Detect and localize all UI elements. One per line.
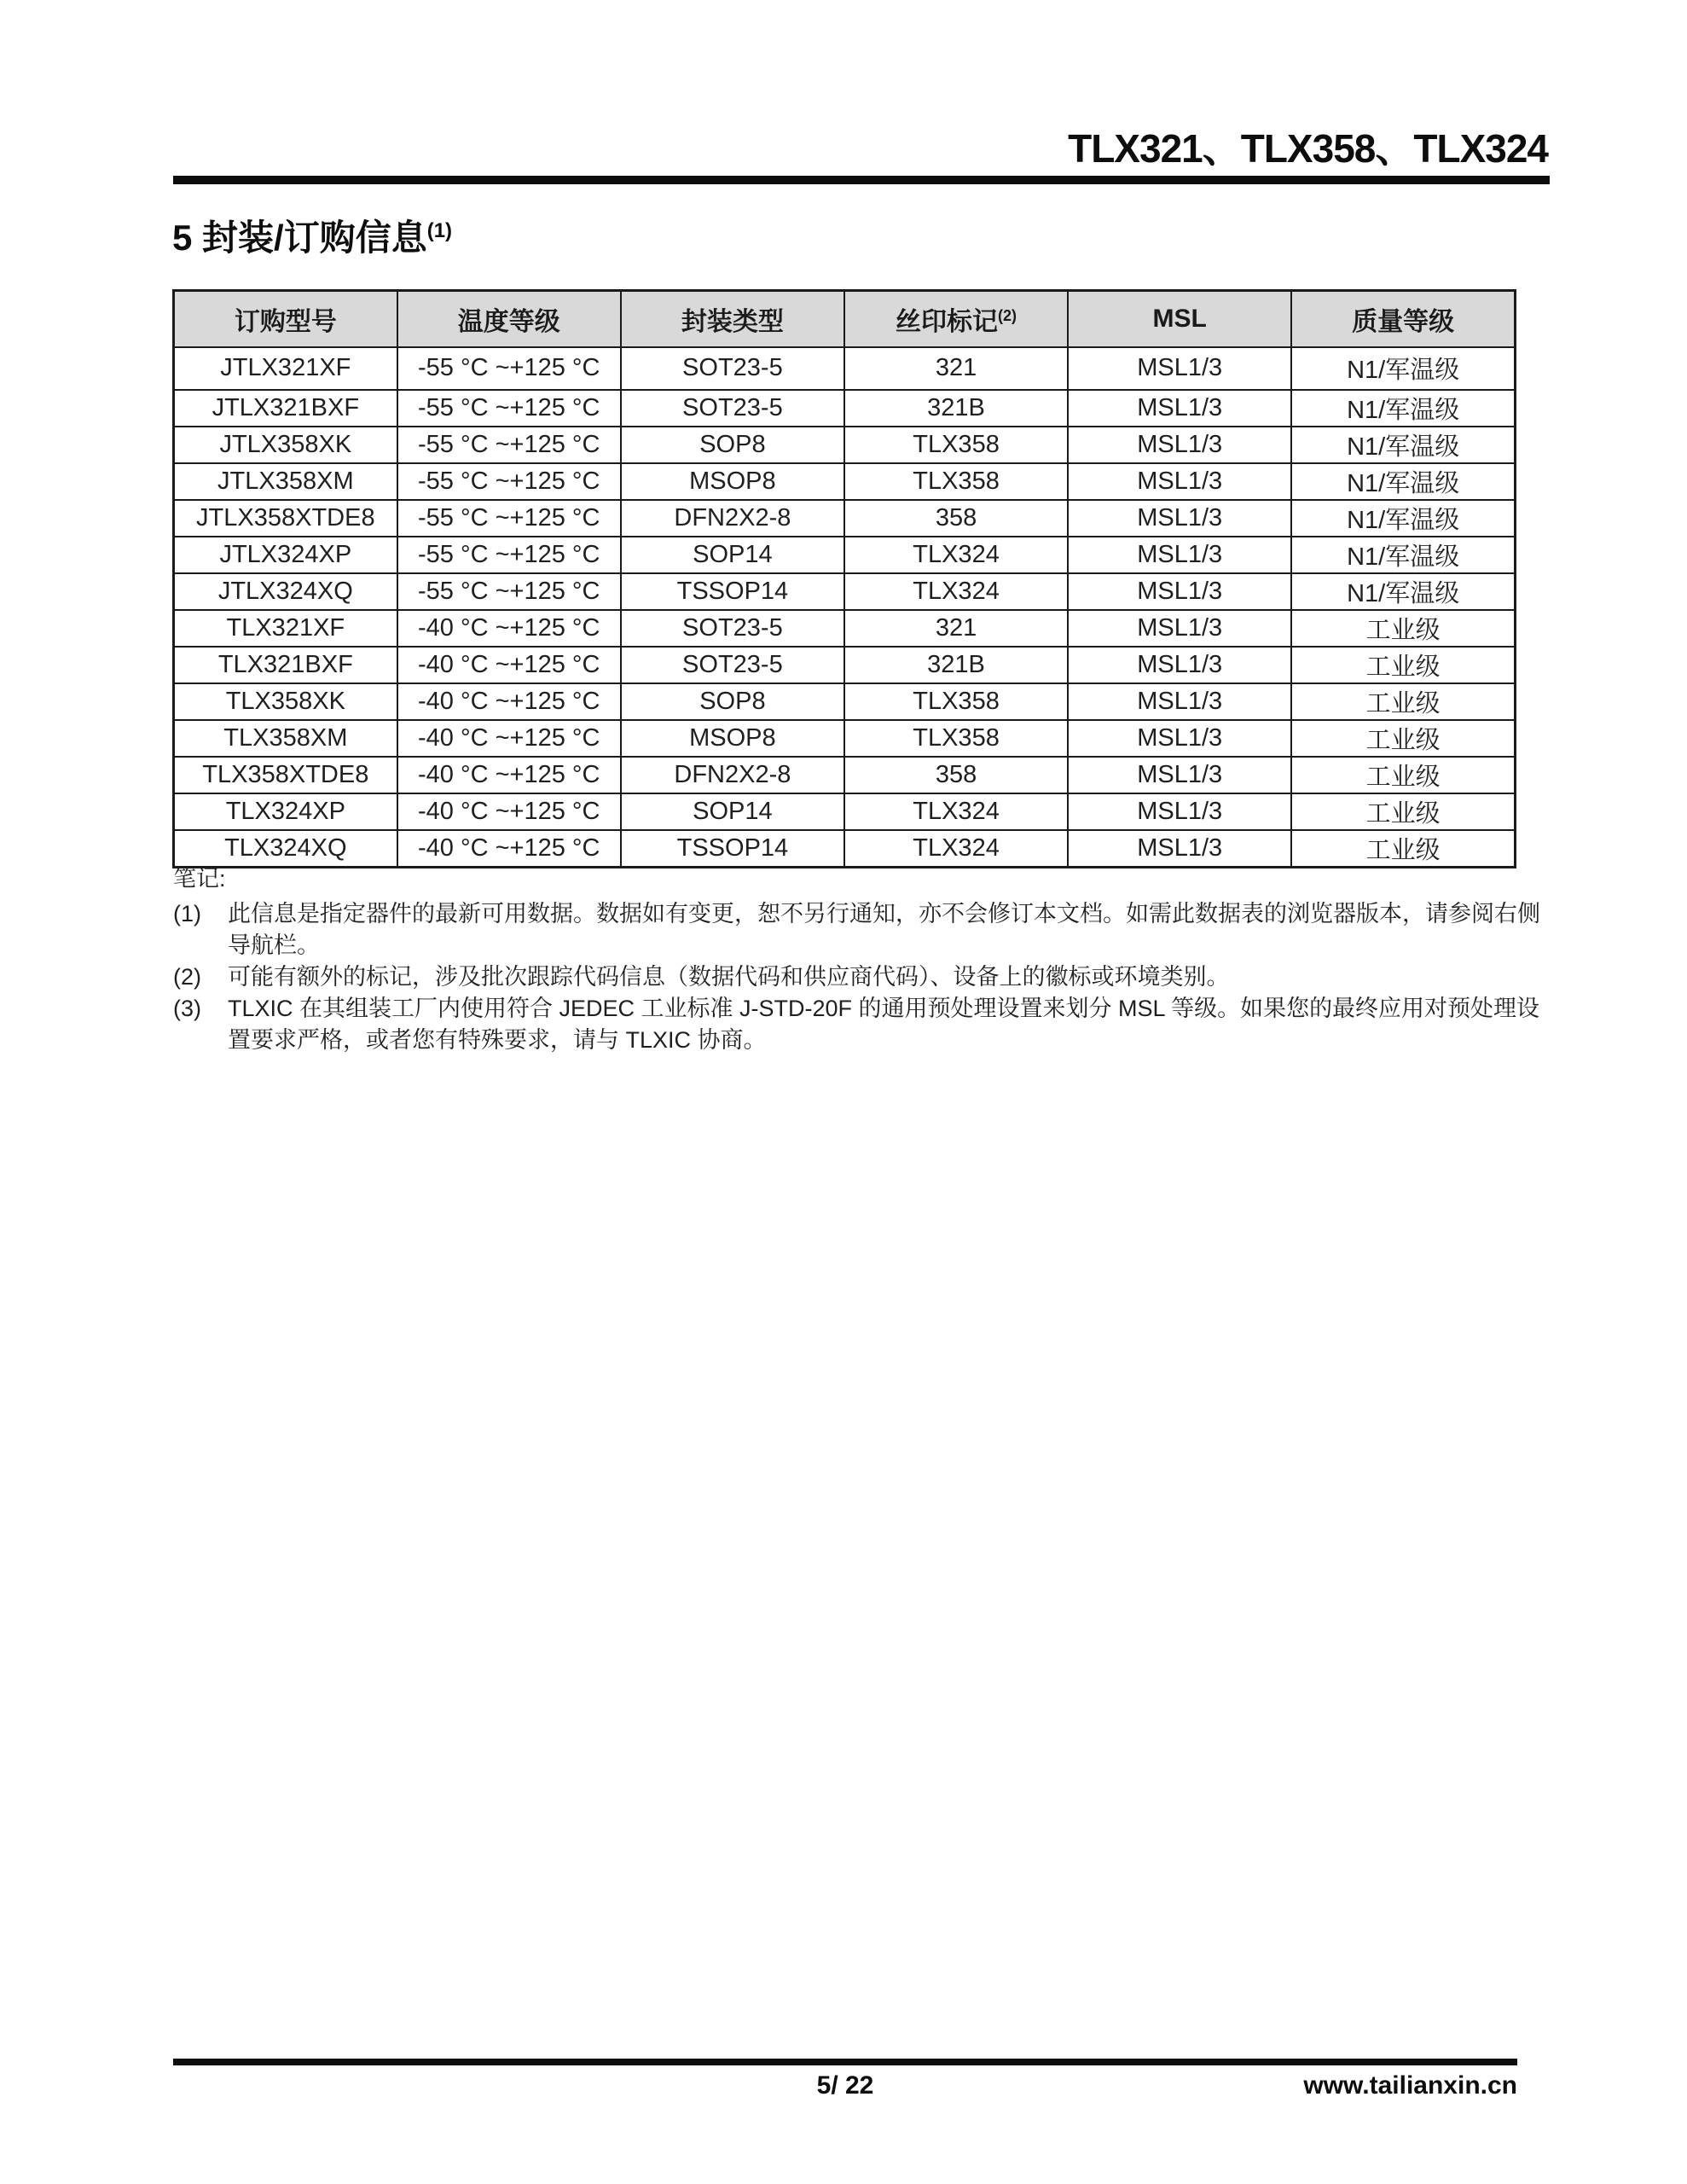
cell-temp-grade: -40 °C ~+125 °C — [397, 793, 621, 830]
cell-quality-grade: N1/军温级 — [1291, 427, 1515, 463]
cell-msl: MSL1/3 — [1068, 830, 1291, 868]
cell-ordering-pn: JTLX358XM — [174, 463, 397, 500]
table-row — [174, 390, 1516, 427]
col-header-ordering-pn: 订购型号 — [174, 291, 397, 347]
cell-package-type: SOT23-5 — [621, 610, 844, 647]
cell-marking: 321 — [844, 347, 1068, 390]
cell-marking: TLX324 — [844, 573, 1068, 610]
cell-msl: MSL1/3 — [1068, 610, 1291, 647]
cell-package-type: TSSOP14 — [621, 573, 844, 610]
section-footnote-ref: (1) — [426, 219, 453, 242]
website-url: www.tailianxin.cn — [1303, 2071, 1517, 2100]
cell-marking: 358 — [844, 500, 1068, 537]
cell-quality-grade: N1/军温级 — [1291, 463, 1515, 500]
table-row — [174, 463, 1516, 500]
cell-package-type: SOT23-5 — [621, 347, 844, 390]
cell-temp-grade: -40 °C ~+125 °C — [397, 720, 621, 757]
cell-temp-grade: -40 °C ~+125 °C — [397, 683, 621, 720]
cell-package-type: SOT23-5 — [621, 647, 844, 683]
notes-section — [173, 863, 1551, 1056]
table-row — [174, 647, 1516, 683]
note-text: 可能有额外的标记，涉及批次跟踪代码信息（数据代码和供应商代码）、设备上的徽标或环境类别。 — [228, 964, 1230, 990]
note-text: 此信息是指定器件的最新可用数据。数据如有变更，恕不另行通知，亦不会修订本文档。如需此数据表的浏览器版本，请参阅右侧导航栏。 — [228, 901, 1540, 958]
col-header-marking — [844, 291, 1068, 347]
section-title-text: 5 封装/订购信息 — [172, 218, 427, 258]
col-header-temp-grade: 温度等级 — [397, 291, 621, 347]
table-row — [174, 793, 1516, 830]
table-row — [174, 347, 1516, 390]
cell-msl: MSL1/3 — [1068, 347, 1291, 390]
table-row — [174, 830, 1516, 868]
page-footer — [173, 2071, 1517, 2109]
cell-package-type: SOP14 — [621, 537, 844, 573]
header-rule — [173, 176, 1550, 184]
ordering-info-table — [172, 289, 1516, 868]
cell-quality-grade: 工业级 — [1291, 610, 1515, 647]
cell-marking: TLX358 — [844, 720, 1068, 757]
cell-msl: MSL1/3 — [1068, 463, 1291, 500]
note-item — [173, 898, 1551, 961]
cell-temp-grade: -55 °C ~+125 °C — [397, 347, 621, 390]
cell-msl: MSL1/3 — [1068, 573, 1291, 610]
cell-marking: 321B — [844, 390, 1068, 427]
cell-marking: 358 — [844, 757, 1068, 793]
cell-quality-grade: 工业级 — [1291, 757, 1515, 793]
cell-temp-grade: -55 °C ~+125 °C — [397, 463, 621, 500]
cell-quality-grade: 工业级 — [1291, 647, 1515, 683]
cell-msl: MSL1/3 — [1068, 757, 1291, 793]
cell-msl: MSL1/3 — [1068, 683, 1291, 720]
note-item — [173, 961, 1551, 993]
cell-quality-grade: 工业级 — [1291, 683, 1515, 720]
cell-msl: MSL1/3 — [1068, 427, 1291, 463]
cell-msl: MSL1/3 — [1068, 500, 1291, 537]
cell-ordering-pn: TLX324XQ — [174, 830, 397, 868]
table-row — [174, 537, 1516, 573]
cell-ordering-pn: JTLX321XF — [174, 347, 397, 390]
cell-marking: TLX358 — [844, 683, 1068, 720]
footer-rule — [173, 2059, 1517, 2065]
cell-quality-grade: N1/军温级 — [1291, 537, 1515, 573]
note-number: (2) — [173, 964, 201, 990]
cell-quality-grade: 工业级 — [1291, 793, 1515, 830]
cell-quality-grade: N1/军温级 — [1291, 347, 1515, 390]
cell-ordering-pn: TLX324XP — [174, 793, 397, 830]
cell-temp-grade: -55 °C ~+125 °C — [397, 500, 621, 537]
cell-msl: MSL1/3 — [1068, 390, 1291, 427]
cell-package-type: TSSOP14 — [621, 830, 844, 868]
table-row — [174, 757, 1516, 793]
table-row — [174, 500, 1516, 537]
note-item — [173, 993, 1551, 1056]
table-header — [174, 291, 1516, 347]
cell-quality-grade: N1/军温级 — [1291, 500, 1515, 537]
cell-package-type: DFN2X2-8 — [621, 500, 844, 537]
cell-marking: 321 — [844, 610, 1068, 647]
note-text: TLXIC 在其组装工厂内使用符合 JEDEC 工业标准 J-STD-20F 的通用预处理设置来划分 MSL 等级。如果您的最终应用对预处理设置要求严格，或者您有特殊要求，请与 TLXIC 协商。 — [228, 996, 1540, 1053]
table-header-row — [174, 291, 1516, 347]
cell-temp-grade: -55 °C ~+125 °C — [397, 537, 621, 573]
cell-temp-grade: -55 °C ~+125 °C — [397, 573, 621, 610]
doc-title: TLX321、TLX358、TLX324 — [1068, 126, 1548, 171]
cell-marking: TLX358 — [844, 463, 1068, 500]
cell-ordering-pn: JTLX358XTDE8 — [174, 500, 397, 537]
table-body — [174, 347, 1516, 868]
notes-title: 笔记: — [173, 866, 226, 892]
cell-ordering-pn: JTLX321BXF — [174, 390, 397, 427]
cell-ordering-pn: JTLX358XK — [174, 427, 397, 463]
cell-msl: MSL1/3 — [1068, 537, 1291, 573]
cell-temp-grade: -40 °C ~+125 °C — [397, 610, 621, 647]
section-title — [172, 210, 452, 261]
cell-temp-grade: -55 °C ~+125 °C — [397, 427, 621, 463]
cell-temp-grade: -55 °C ~+125 °C — [397, 390, 621, 427]
col-header-marking-text: 丝印标记 — [896, 307, 999, 336]
cell-ordering-pn: JTLX324XP — [174, 537, 397, 573]
cell-msl: MSL1/3 — [1068, 720, 1291, 757]
cell-package-type: DFN2X2-8 — [621, 757, 844, 793]
marking-footnote-ref: (2) — [998, 306, 1017, 324]
cell-ordering-pn: TLX358XTDE8 — [174, 757, 397, 793]
note-number: (1) — [173, 901, 201, 926]
col-header-package-type: 封装类型 — [621, 291, 844, 347]
cell-marking: TLX324 — [844, 537, 1068, 573]
table-row — [174, 427, 1516, 463]
cell-temp-grade: -40 °C ~+125 °C — [397, 647, 621, 683]
cell-ordering-pn: JTLX324XQ — [174, 573, 397, 610]
cell-quality-grade: N1/军温级 — [1291, 390, 1515, 427]
table-row — [174, 683, 1516, 720]
cell-marking: 321B — [844, 647, 1068, 683]
cell-temp-grade: -40 °C ~+125 °C — [397, 757, 621, 793]
cell-package-type: MSOP8 — [621, 463, 844, 500]
col-header-msl: MSL — [1068, 291, 1291, 347]
cell-ordering-pn: TLX321XF — [174, 610, 397, 647]
cell-quality-grade: 工业级 — [1291, 720, 1515, 757]
cell-package-type: SOT23-5 — [621, 390, 844, 427]
cell-marking: TLX358 — [844, 427, 1068, 463]
cell-package-type: SOP8 — [621, 427, 844, 463]
cell-marking: TLX324 — [844, 793, 1068, 830]
cell-quality-grade: 工业级 — [1291, 830, 1515, 868]
cell-ordering-pn: TLX358XK — [174, 683, 397, 720]
cell-msl: MSL1/3 — [1068, 793, 1291, 830]
cell-package-type: SOP14 — [621, 793, 844, 830]
cell-ordering-pn: TLX358XM — [174, 720, 397, 757]
cell-temp-grade: -40 °C ~+125 °C — [397, 830, 621, 868]
table-row — [174, 573, 1516, 610]
note-number: (3) — [173, 996, 201, 1021]
cell-msl: MSL1/3 — [1068, 647, 1291, 683]
table-row — [174, 720, 1516, 757]
page-number: 5/ 22 — [816, 2071, 874, 2100]
cell-ordering-pn: TLX321BXF — [174, 647, 397, 683]
cell-quality-grade: N1/军温级 — [1291, 573, 1515, 610]
table-row — [174, 610, 1516, 647]
cell-package-type: SOP8 — [621, 683, 844, 720]
col-header-quality-grade: 质量等级 — [1291, 291, 1515, 347]
cell-package-type: MSOP8 — [621, 720, 844, 757]
cell-marking: TLX324 — [844, 830, 1068, 868]
